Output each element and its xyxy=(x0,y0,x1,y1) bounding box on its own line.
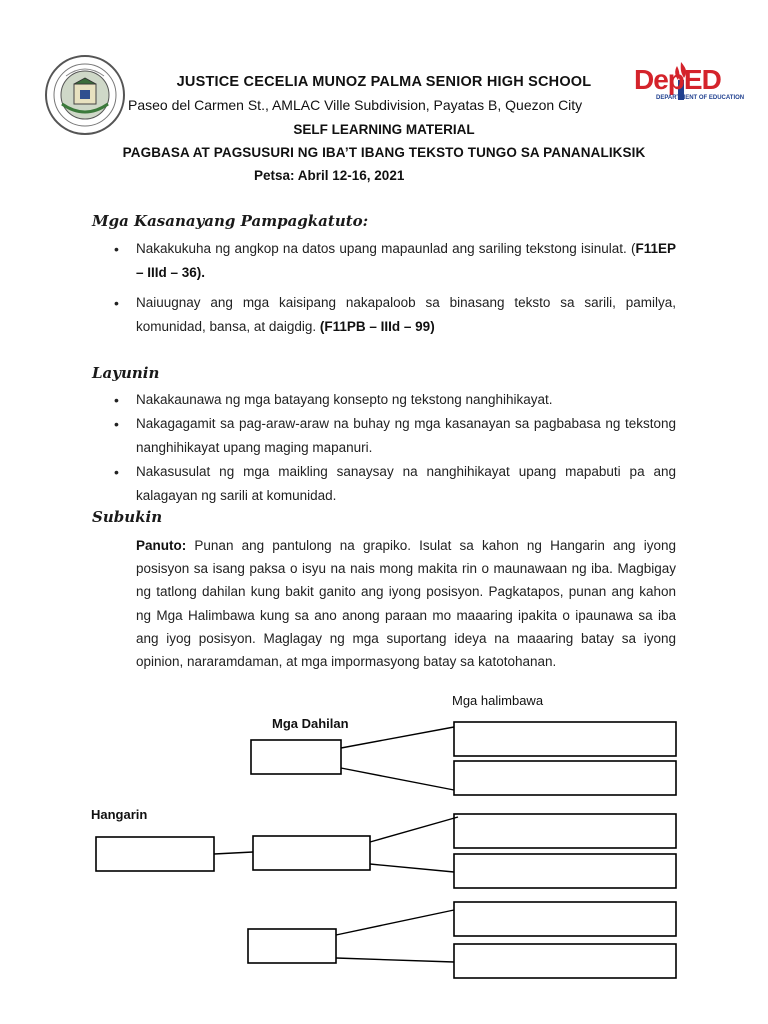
reasons-label: Mga Dahilan xyxy=(272,716,349,731)
school-name: JUSTICE CECELIA MUNOZ PALMA SENIOR HIGH SCHOOL xyxy=(176,74,592,90)
list-item: • Nakasusulat ng mga maikling sanaysay na nanghihikayat upang mapabuti pa ang kalagayan ng sarili at komunidad. xyxy=(114,460,676,508)
connector-goal-reason xyxy=(214,852,253,854)
competencies-heading: Mga Kasanayang Pampagkatuto: xyxy=(92,212,369,230)
reason-box-1[interactable] xyxy=(251,740,341,774)
connector-reason2-ex3 xyxy=(370,817,458,842)
connector-reason3-ex6 xyxy=(336,958,454,962)
reason-box-2[interactable] xyxy=(253,836,370,870)
competency-code: (F11PB – IIId – 99) xyxy=(319,319,435,334)
date-line: Petsa: Abril 12-16, 2021 xyxy=(254,168,405,183)
pretest-heading: Subukin xyxy=(92,508,163,526)
instruction-label: Panuto: xyxy=(136,538,187,553)
example-box-1[interactable] xyxy=(454,722,676,756)
example-box-4[interactable] xyxy=(454,854,676,888)
list-item: • Naiuugnay ang mga kaisipang nakapaloob sa binasang teksto sa sarili, pamilya, komunidad, bansa, at daigdig. (F11PB – IIId – 99) xyxy=(114,291,676,339)
objectives-heading: Layunin xyxy=(92,364,160,382)
deped-logo-subtext: DEPARTMENT OF EDUCATION xyxy=(656,95,745,101)
goal-label: Hangarin xyxy=(91,807,148,822)
example-box-6[interactable] xyxy=(454,944,676,978)
connector-reason3-ex5 xyxy=(336,910,454,935)
competency-code: F11EP – IIId – 36). xyxy=(136,241,676,280)
reason-box-3[interactable] xyxy=(248,929,336,963)
connector-reason2-ex4 xyxy=(370,864,454,872)
deped-logo-text: DepED xyxy=(634,64,721,95)
example-box-5[interactable] xyxy=(454,902,676,936)
examples-label: Mga halimbawa xyxy=(452,693,544,708)
material-title: SELF LEARNING MATERIAL xyxy=(293,122,475,137)
list-item: • Nakakukuha ng angkop na datos upang mapaunlad ang sariling tekstong isinulat. (F11EP – IIId – 36). xyxy=(114,237,676,285)
school-address: Paseo del Carmen St., AMLAC Ville Subdivision, Payatas B, Quezon City xyxy=(128,97,583,113)
connector-reason1-ex1 xyxy=(341,727,454,748)
list-item: • Nakagagamit sa pag-araw-araw na buhay ng mga kasanayan sa pagbabasa ng tekstong nanghihikayat upang maging mapanuri. xyxy=(114,412,676,460)
example-box-2[interactable] xyxy=(454,761,676,795)
connector-reason1-ex2 xyxy=(341,768,454,790)
example-box-3[interactable] xyxy=(454,814,676,848)
list-item: • Nakakaunawa ng mga batayang konsepto ng tekstong nanghihikayat. xyxy=(114,388,676,412)
goal-box[interactable] xyxy=(96,837,214,871)
subject-title: PAGBASA AT PAGSUSURI NG IBA’T IBANG TEKSTO TUNGO SA PANANALIKSIK xyxy=(122,145,646,160)
instruction-paragraph: Panuto: Punan ang pantulong na grapiko. Isulat sa kahon ng Hangarin ang iyong posisyon sa isang paksa o isyu na nais mong makita rin o maunawaan ng iba. Magbigay ng tatlong dahilan kung bakit ganito ang iyong posisyon. Pagkatapos, punan ang kahon ng Mga Halimbawa kung sa ano anong paraan mo maaaring ipakita o ipaunawa sa iba ang iyog posisyon. Maglagay ng mga suportang ideya na maaaring batay sa iyong opinion, nararamdaman, at mga impormasyong batay sa katotohanan. xyxy=(136,538,676,670)
